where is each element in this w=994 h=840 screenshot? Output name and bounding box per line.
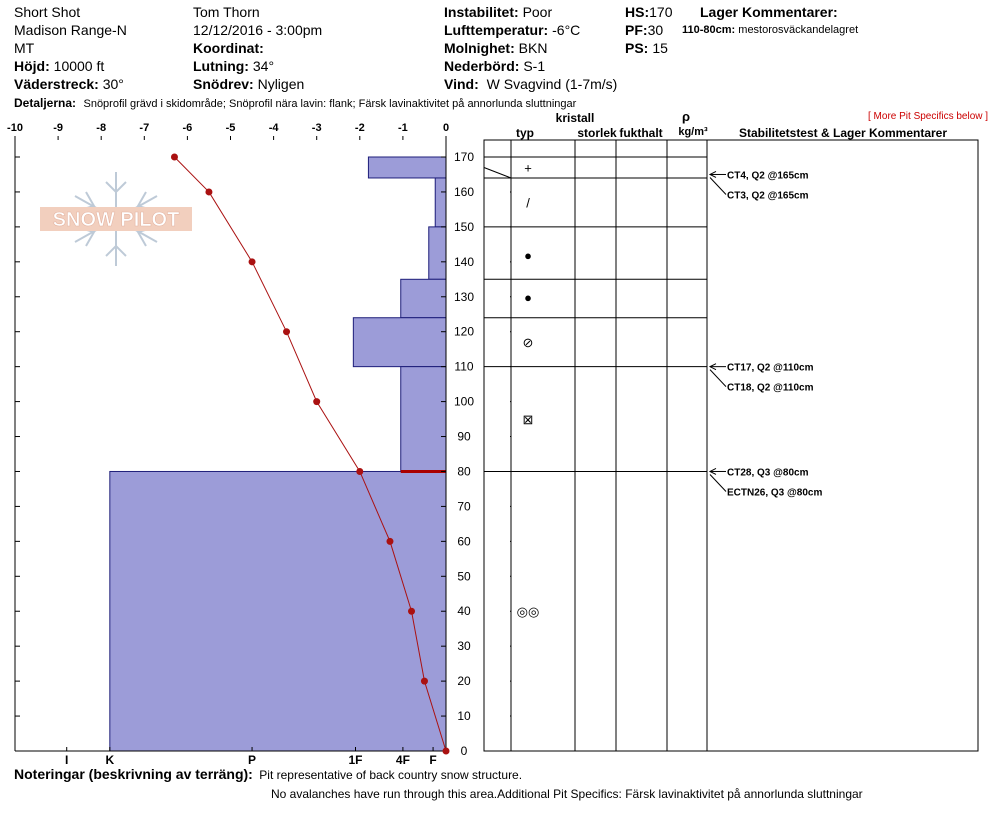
- col-storlek: storlek: [577, 126, 617, 140]
- temp-tick-label-4: -6: [182, 122, 193, 134]
- depth-tick-label-4: 40: [457, 604, 471, 619]
- temperature-point-3: [283, 328, 290, 335]
- hardness-layer-2: [429, 227, 446, 279]
- depth-tick-label-1: 10: [457, 709, 471, 724]
- col-stabilitetstest: Stabilitetstest & Lager Kommentarer: [738, 126, 948, 140]
- temperature-point-8: [421, 678, 428, 685]
- depth-tick-label-17: 170: [453, 150, 475, 164]
- state-name: MT: [14, 40, 35, 56]
- grain-symbol-3: ●: [524, 289, 532, 305]
- temperature-point-4: [313, 398, 320, 405]
- stability-tests: [710, 170, 822, 498]
- depth-tick-label-15: 150: [453, 219, 475, 234]
- depth-tick-label-11: 110: [454, 359, 474, 374]
- hardness-layer-0: [368, 157, 446, 178]
- grain-symbol-2: ●: [524, 247, 532, 263]
- stab-label-b-1: CT18, Q2 @110cm: [727, 382, 814, 394]
- notes-line2: No avalanches have run through this area.Additional Pit Specifics: Färsk lavinaktivitet på annorlunda sluttningar: [271, 787, 863, 801]
- detaljerna-text: Snöprofil grävd i skidområde; Snöprofil nära lavin: flank; Färsk lavinaktivitet på annorlunda sluttningar: [83, 98, 577, 110]
- temp-tick-label-0: -10: [7, 122, 23, 134]
- layer-connector: [484, 167, 511, 177]
- stab-arrow-b-2: [710, 474, 726, 491]
- depth-tick-label-2: 20: [457, 674, 471, 689]
- molnighet-value: BKN: [518, 40, 548, 56]
- stab-label-b-2: ECTN26, Q3 @80cm: [727, 487, 823, 499]
- lufttemp-value: -6°C: [552, 22, 581, 38]
- snodrev-label: Snödrev:: [193, 76, 254, 92]
- lufttemp-label: Lufttemperatur:: [444, 22, 549, 38]
- grain-symbol-1: /: [526, 195, 530, 211]
- hs-label: HS:: [625, 4, 650, 20]
- lager-kommentarer-title: Lager Kommentarer:: [700, 4, 838, 20]
- hojd-value: 10000 ft: [53, 58, 105, 74]
- grain-symbol-4: ⊘: [522, 335, 534, 351]
- snowpilot-logo: [40, 172, 192, 266]
- pf-label: PF:: [625, 22, 648, 38]
- more-pit-specifics-link[interactable]: [ More Pit Specifics below ]: [868, 111, 989, 122]
- stab-arrow-b-1: [710, 370, 726, 387]
- temp-tick-label-7: -3: [311, 122, 322, 134]
- vaderstreck-label: Väderstreck:: [14, 76, 99, 92]
- col-typ: typ: [516, 126, 534, 140]
- depth-tick-label-13: 130: [453, 289, 475, 304]
- observer: Tom Thorn: [193, 4, 260, 20]
- hardness-layer-3: [401, 279, 446, 317]
- grain-symbol-0: +: [524, 160, 532, 176]
- notes-line1: Pit representative of back country snow structure.: [259, 768, 523, 782]
- temperature-point-6: [386, 538, 393, 545]
- lutning-value: 34°: [252, 58, 275, 74]
- hardness-layers: [110, 157, 446, 751]
- nederbord-label: Nederbörd:: [444, 58, 520, 74]
- hardness-label-1: K: [105, 753, 115, 767]
- notes-row: [14, 766, 522, 784]
- hardness-layer-4: [353, 318, 446, 367]
- hardness-layer-1: [435, 178, 446, 227]
- vind-value: W Svagvind (1-7m/s): [486, 76, 618, 92]
- stab-label-a-1: CT17, Q2 @110cm: [727, 362, 814, 374]
- ps-label: PS:: [625, 40, 649, 56]
- lager-comment-range: 110-80cm:: [682, 24, 736, 36]
- temperature-point-9: [443, 748, 450, 755]
- nederbord-value: S-1: [523, 58, 546, 74]
- hojd-label: Höjd:: [14, 58, 50, 74]
- hardness-label-2: P: [248, 753, 257, 767]
- table-frame: [484, 140, 978, 751]
- temperature-axis: [7, 122, 449, 140]
- depth-tick-label-9: 90: [457, 429, 471, 444]
- instabilitet-label: Instabilitet:: [444, 4, 519, 20]
- ps-value: 15: [652, 40, 668, 56]
- stab-label-b-0: CT3, Q2 @165cm: [727, 190, 809, 202]
- instabilitet-value: Poor: [522, 4, 553, 20]
- temperature-point-5: [356, 468, 363, 475]
- temp-tick-label-9: -1: [398, 122, 408, 134]
- depth-tick-label-5: 50: [457, 569, 471, 584]
- temperature-point-1: [205, 188, 212, 195]
- depth-tick-label-10: 100: [453, 394, 475, 409]
- vind-label: Vind:: [444, 76, 479, 92]
- pit-name: Short Shot: [14, 4, 81, 20]
- temperature-point-0: [171, 154, 178, 161]
- stab-label-a-2: CT28, Q3 @80cm: [727, 467, 809, 479]
- stab-arrow-b-0: [710, 177, 726, 194]
- logo-text: SNOW PILOT: [52, 209, 180, 231]
- lager-comment-text: mestorosväckandelagret: [738, 24, 859, 36]
- temperature-point-7: [408, 608, 415, 615]
- temp-tick-label-2: -8: [96, 122, 107, 134]
- depth-tick-label-8: 80: [457, 464, 471, 479]
- datetime: 12/12/2016 - 3:00pm: [193, 22, 323, 38]
- temp-tick-label-5: -5: [225, 122, 236, 134]
- hardness-layer-5: [401, 367, 446, 472]
- grain-symbol-5: ⊠: [522, 412, 534, 428]
- depth-tick-label-3: 30: [457, 639, 471, 654]
- temp-tick-label-6: -4: [268, 122, 279, 134]
- hardness-label-4: 4F: [395, 753, 410, 767]
- col-kristall: kristall: [555, 111, 595, 125]
- depth-tick-label-0: 0: [460, 744, 468, 758]
- temp-tick-label-10: 0: [442, 122, 450, 134]
- snodrev-value: Nyligen: [257, 76, 305, 92]
- depth-tick-label-7: 70: [457, 499, 471, 514]
- notes-label: Noteringar (beskrivning av terräng):: [14, 766, 253, 782]
- hardness-layer-6: [110, 471, 446, 751]
- hs-value: 170: [649, 4, 673, 20]
- depth-tick-label-12: 120: [453, 324, 475, 339]
- temperature-point-2: [249, 258, 256, 265]
- hardness-label-0: I: [65, 753, 69, 767]
- detaljerna-label: Detaljerna:: [14, 96, 77, 110]
- lutning-label: Lutning:: [193, 58, 249, 74]
- grain-symbol-6: ◎◎: [516, 604, 540, 620]
- molnighet-label: Molnighet:: [444, 40, 515, 56]
- temp-tick-label-3: -7: [139, 122, 150, 134]
- depth-tick-label-16: 160: [453, 184, 475, 199]
- stab-label-a-0: CT4, Q2 @165cm: [727, 170, 809, 182]
- range-name: Madison Range-N: [14, 22, 127, 38]
- col-rho: ρ: [681, 109, 691, 124]
- depth-tick-label-14: 140: [453, 254, 475, 269]
- grain-types: [517, 160, 540, 619]
- col-fukthalt: fukthalt: [619, 126, 663, 140]
- koordinat-label: Koordinat:: [193, 40, 264, 56]
- pf-value: 30: [647, 22, 664, 38]
- depth-tick-label-6: 60: [457, 534, 471, 549]
- col-density-unit: kg/m³: [678, 126, 708, 138]
- vaderstreck-value: 30°: [102, 76, 124, 92]
- hardness-label-3: 1F: [348, 753, 363, 767]
- hardness-label-5: F: [429, 753, 437, 767]
- temp-tick-label-8: -2: [354, 122, 365, 134]
- temp-tick-label-1: -9: [53, 122, 63, 134]
